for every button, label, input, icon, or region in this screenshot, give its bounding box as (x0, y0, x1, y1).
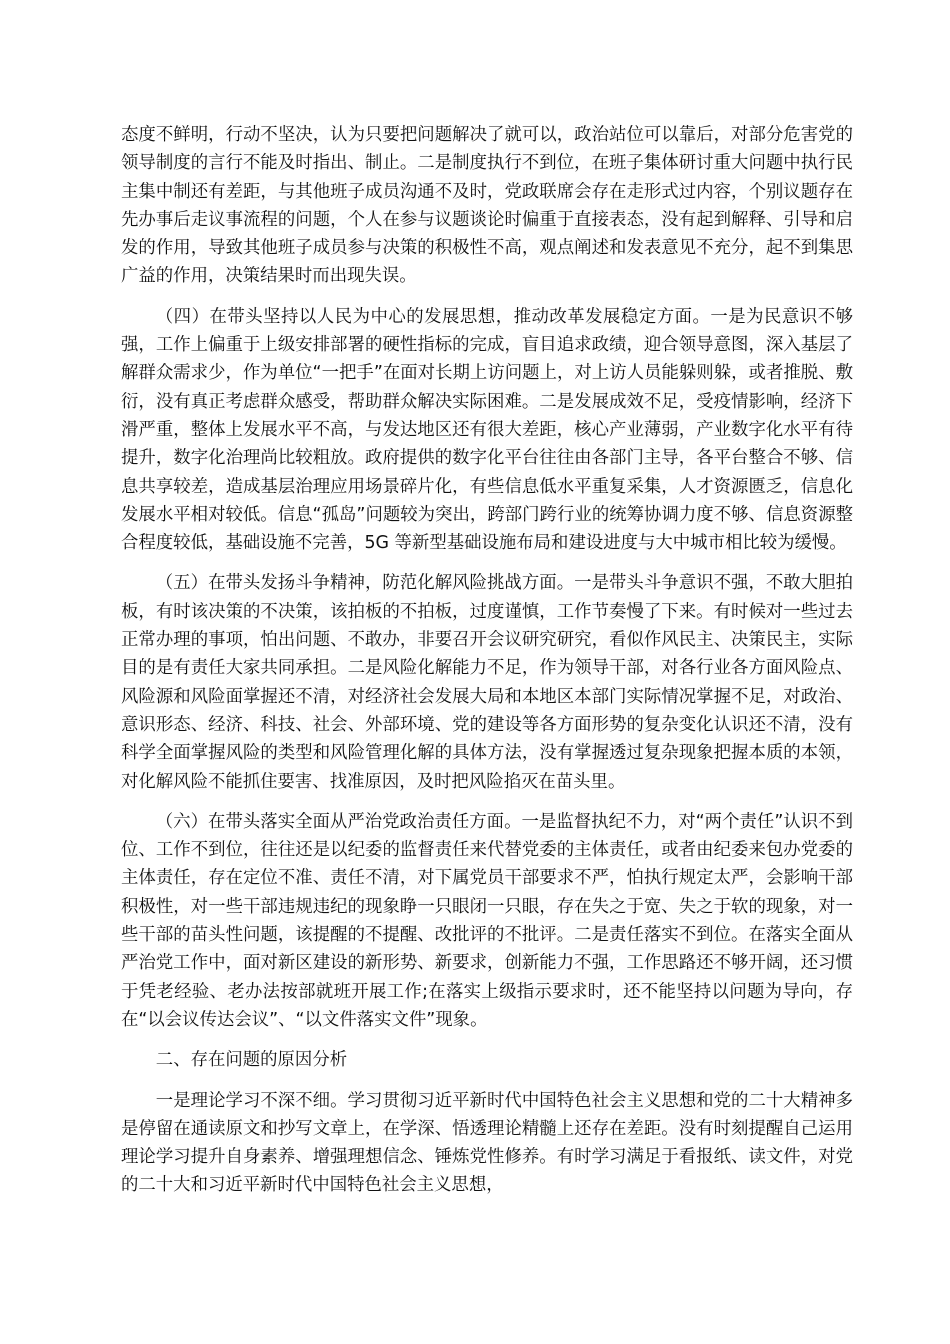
paragraph-section-4: （四）在带头坚持以人民为中心的发展思想，推动改革发展稳定方面。一是为民意识不够强，工作上偏重于上级安排部署的硬性指标的完成，盲目追求政绩，迎合领导意图，深入基层了解群众需求少，作为单位“一把手”在面对长期上访问题上，对上访人员能躲则躲，或者推脱、敷衍，没有真正考虑群众感受，帮助群众解决实际困难。二是发展成效不足，受疫情影响，经济下滑严重，整体上发展水平不高，与发达地区还有很大差距，核心产业薄弱，产业数字化水平有待提升，数字化治理尚比较粗放。政府提供的数字化平台往往由各部门主导，各平台整合不够、信息共享较差，造成基层治理应用场景碎片化，有些信息低水平重复采集，人才资源匮乏，信息化发展水平相对较低。信息“孤岛”问题较为突出，跨部门跨行业的统筹协调力度不够、信息资源整合程度较低，基础设施不完善，5G 等新型基础设施布局和建设进度与大中城市相比较为缓慢。 (121, 306, 853, 554)
paragraph-continuation: 态度不鲜明，行动不坚决，认为只要把问题解决了就可以，政治站位可以靠后，对部分危害党的领导制度的言行不能及时指出、制止。二是制度执行不到位，在班子集体研讨重大问题中执行民主集中制还有差距，与其他班子成员沟通不及时，党政联席会存在走形式过内容，个别议题存在先办事后走议事流程的问题，个人在参与议题谈论时偏重于直接表态，没有起到解释、引导和启发的作用，导致其他班子成员参与决策的积极性不高，观点阐述和发表意见不充分，起不到集思广益的作用，决策结果时而出现失误。 (121, 125, 853, 287)
paragraph-section-6: （六）在带头落实全面从严治党政治责任方面。一是监督执纪不力，对“两个责任”认识不到位、工作不到位，往往还是以纪委的监督责任来代替党委的主体责任，或者由纪委来包办党委的主体责任，存在定位不准、责任不清，对下属党员干部要求不严，怕执行规定太严，会影响干部积极性，对一些干部违规违纪的现象睁一只眼闭一只眼，存在失之于宽、失之于软的现象，对一些干部的苗头性问题，该提醒的不提醒、改批评的不批评。二是责任落实不到位。在落实全面从严治党工作中，面对新区建设的新形势、新要求，创新能力不强，工作思路还不够开阔，还习惯于凭老经验、老办法按部就班开展工作;在落实上级指示要求时，还不能坚持以问题为导向，存在“以会议传达会议”、“以文件落实文件”现象。 (121, 811, 853, 1030)
paragraph-cause-1: 一是理论学习不深不细。学习贯彻习近平新时代中国特色社会主义思想和党的二十大精神多是停留在通读原文和抄写文章上，在学深、悟透理论精髓上还存在差距。没有时刻提醒自己运用理论学习提升自身素养、增强理想信念、锤炼党性修养。有时学习满足于看报纸、读文件，对党的二十大和习近平新时代中国特色社会主义思想， (121, 1090, 853, 1196)
paragraph-section-5: （五）在带头发扬斗争精神，防范化解风险挑战方面。一是带头斗争意识不强，不敢大胆拍板，有时该决策的不决策，该拍板的不拍板，过度谨慎，工作节奏慢了下来。有时候对一些过去正常办理的事项，怕出问题、不敢办，非要召开会议研究研究，看似作风民主、决策民主，实际目的是有责任大家共同承担。二是风险化解能力不足，作为领导干部，对各行业各方面风险点、风险源和风险面掌握还不清，对经济社会发展大局和本地区本部门实际情况掌握不足，对政治、意识形态、经济、科技、社会、外部环境、党的建设等各方面形势的复杂变化认识还不清，没有科学全面掌握风险的类型和风险管理化解的具体方法，没有掌握透过复杂现象把握本质的本领，对化解风险不能抓住要害、找准原因，及时把风险掐灭在苗头里。 (121, 573, 853, 792)
document-page (121, 121, 853, 1212)
section-heading: 二、存在问题的原因分析 (155, 1050, 348, 1071)
